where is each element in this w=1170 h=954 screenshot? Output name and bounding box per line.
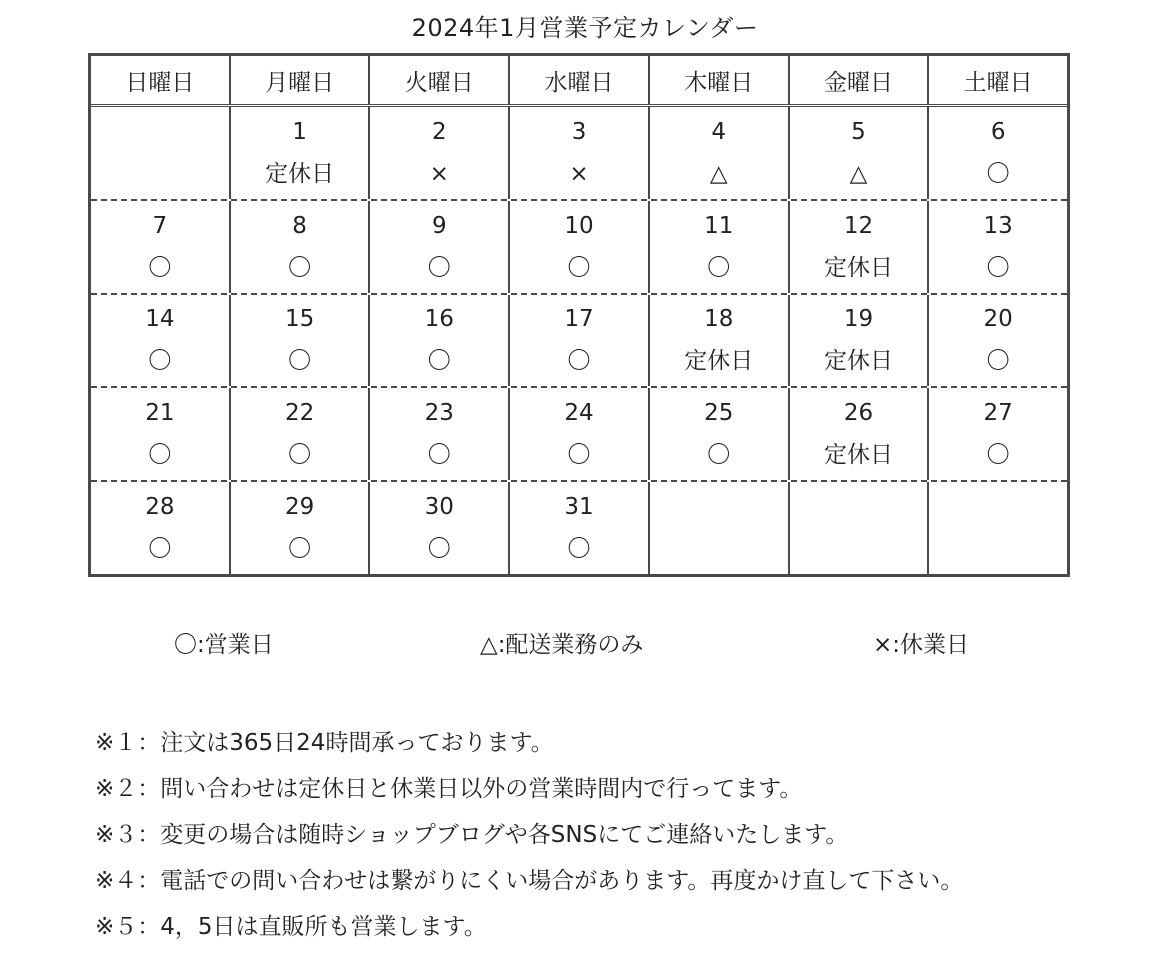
calendar-day-cell [929, 107, 1067, 199]
day-status: 〇 [427, 348, 451, 375]
calendar-day-cell [510, 482, 650, 574]
day-status: 〇 [986, 348, 1010, 375]
day-number: 9 [431, 212, 447, 239]
day-number: 27 [983, 400, 1013, 427]
weekday-monday: 月曜日 [231, 56, 371, 104]
calendar-week-row [91, 295, 1067, 389]
calendar-day-cell [370, 482, 510, 574]
calendar-day-cell [929, 201, 1067, 293]
calendar-day-cell [650, 388, 790, 480]
calendar-week-row [91, 107, 1067, 201]
weekday-saturday: 土曜日 [963, 69, 1033, 96]
day-number: 16 [424, 306, 454, 333]
day-number: 10 [564, 212, 594, 239]
calendar-day-cell [231, 388, 371, 480]
day-status: × [569, 160, 589, 187]
calendar-day-cell [650, 107, 790, 199]
legend-closed: ×:休業日 [873, 632, 970, 658]
day-status: 〇 [567, 348, 591, 375]
day-number: 22 [284, 400, 315, 427]
weekday-header-row [91, 56, 1067, 107]
legend-delivery-only: △:配送業務のみ [480, 632, 644, 658]
note-1: ※１：注文は365日24時間承っております。 [95, 730, 554, 756]
day-status: 〇 [427, 442, 451, 469]
day-number: 23 [424, 400, 454, 427]
day-number: 4 [711, 118, 727, 145]
day-status: 〇 [986, 254, 1010, 281]
calendar-week-row [91, 388, 1067, 482]
day-status: 〇 [567, 254, 591, 281]
page-title: 2024年1月営業予定カレンダー [411, 14, 759, 42]
calendar-day-cell [929, 482, 1067, 574]
day-number: 1 [292, 118, 307, 145]
day-number: 15 [284, 306, 315, 333]
day-number: 24 [564, 400, 594, 427]
day-status: 定休日 [823, 442, 893, 469]
day-number: 2 [431, 118, 447, 145]
calendar-day-cell [91, 388, 231, 480]
day-number: 17 [564, 306, 594, 333]
day-number: 7 [152, 212, 168, 239]
weekday-thursday: 木曜日 [650, 56, 790, 104]
calendar-table [88, 53, 1070, 577]
calendar-day-cell [790, 295, 930, 387]
day-status: 〇 [567, 536, 591, 563]
day-status: 定休日 [823, 254, 893, 281]
calendar-day-cell [790, 201, 930, 293]
day-number: 25 [704, 400, 734, 427]
calendar-day-cell [370, 107, 510, 199]
day-number: 18 [704, 306, 734, 333]
calendar-day-cell [370, 201, 510, 293]
day-number: 12 [843, 212, 874, 239]
day-number: 19 [843, 306, 874, 333]
weekday-wednesday: 水曜日 [510, 56, 650, 104]
calendar-day-cell [91, 482, 231, 574]
day-number: 26 [843, 400, 874, 427]
day-number: 30 [424, 494, 454, 521]
calendar-week-row [91, 482, 1067, 574]
legend [0, 626, 1170, 662]
day-number: 29 [284, 494, 315, 521]
calendar-day-cell [790, 482, 930, 574]
day-status: 〇 [148, 536, 172, 563]
day-status: 〇 [148, 442, 172, 469]
day-number: 3 [571, 118, 587, 145]
calendar-day-cell [231, 107, 371, 199]
day-status: 〇 [288, 442, 312, 469]
calendar-day-cell [929, 295, 1067, 387]
day-number: 5 [851, 118, 866, 145]
day-status: 〇 [567, 442, 591, 469]
calendar-day-cell [510, 107, 650, 199]
calendar-week-row [91, 201, 1067, 295]
weekday-sunday: 日曜日 [91, 56, 231, 104]
day-number: 31 [564, 494, 594, 521]
calendar-day-cell [91, 201, 231, 293]
calendar-day-cell [790, 388, 930, 480]
day-number: 14 [145, 306, 175, 333]
day-number: 20 [983, 306, 1013, 333]
calendar-day-cell [510, 201, 650, 293]
day-status: 〇 [986, 442, 1010, 469]
note-2: ※２：問い合わせは定休日と休業日以外の営業時間内で行ってます。 [95, 776, 803, 802]
calendar-day-cell [91, 295, 231, 387]
day-status: 〇 [707, 442, 731, 469]
calendar-day-cell [91, 107, 231, 199]
day-status: △ [849, 160, 868, 187]
day-number: 13 [983, 212, 1013, 239]
day-number: 6 [990, 118, 1006, 145]
day-number: 28 [145, 494, 175, 521]
calendar-day-cell [650, 482, 790, 574]
calendar-day-cell [510, 388, 650, 480]
day-status: 定休日 [265, 160, 335, 187]
weekday-friday: 金曜日 [790, 56, 930, 104]
calendar-day-cell [231, 201, 371, 293]
calendar-day-cell [790, 107, 930, 199]
day-status: 〇 [427, 254, 451, 281]
day-status: 〇 [148, 348, 172, 375]
calendar-day-cell [370, 295, 510, 387]
legend-open: 〇:営業日 [174, 632, 274, 658]
day-status: 〇 [288, 536, 312, 563]
calendar-body [91, 107, 1067, 574]
day-status: 〇 [288, 254, 312, 281]
day-status: 定休日 [684, 348, 754, 375]
day-number: 21 [145, 400, 175, 427]
day-number: 11 [704, 212, 734, 239]
calendar-day-cell [370, 388, 510, 480]
calendar-day-cell [231, 482, 371, 574]
note-4: ※４：電話での問い合わせは繋がりにくい場合があります。再度かけ直して下さい。 [95, 868, 964, 894]
day-status: × [429, 160, 449, 187]
note-5: ※５：4，5日は直販所も営業します。 [95, 914, 487, 940]
calendar-day-cell [650, 201, 790, 293]
calendar-day-cell [231, 295, 371, 387]
note-3: ※３：変更の場合は随時ショップブログや各SNSにてご連絡いたします。 [95, 822, 849, 848]
notes-list [95, 720, 963, 950]
day-status: △ [709, 160, 728, 187]
day-status: 〇 [427, 536, 451, 563]
day-status: 〇 [986, 160, 1010, 187]
day-status: 定休日 [823, 348, 893, 375]
weekday-tuesday: 火曜日 [370, 56, 510, 104]
day-status: 〇 [707, 254, 731, 281]
day-status: 〇 [148, 254, 172, 281]
calendar-day-cell [510, 295, 650, 387]
calendar-day-cell [929, 388, 1067, 480]
day-status: 〇 [288, 348, 312, 375]
day-number: 8 [292, 212, 307, 239]
calendar-day-cell [650, 295, 790, 387]
